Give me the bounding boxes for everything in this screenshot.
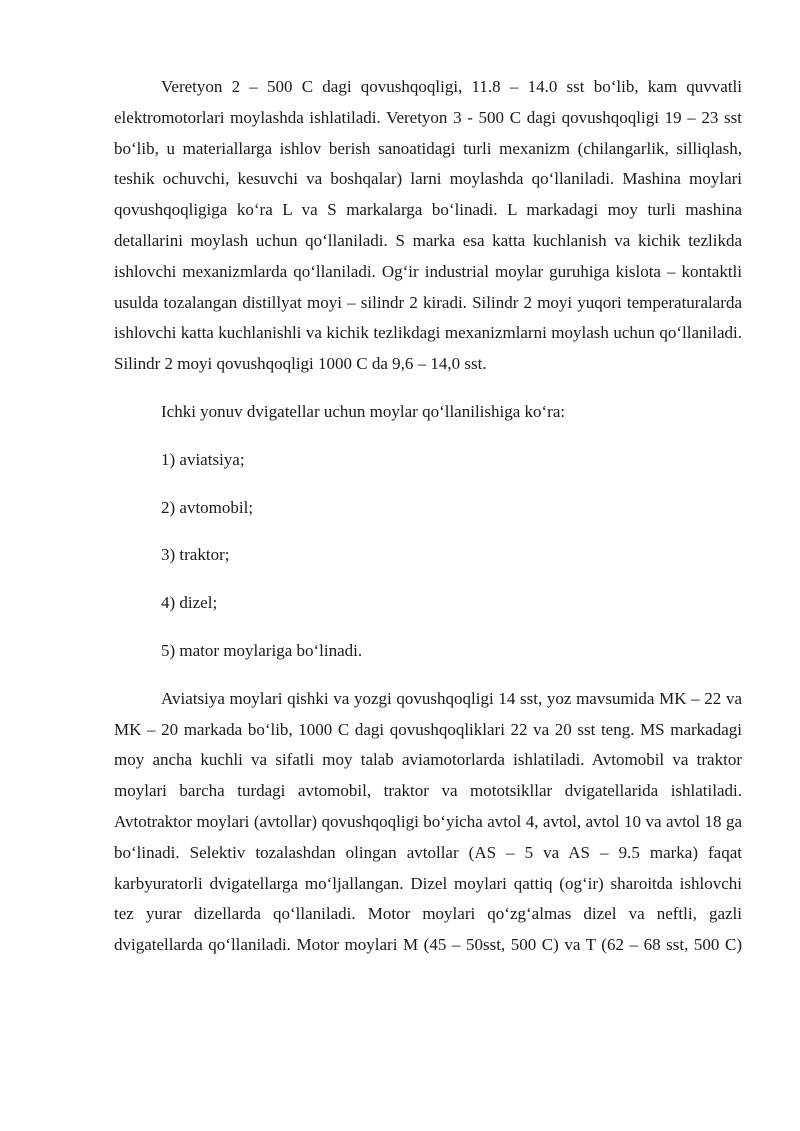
paragraph-veretyon: Veretyon 2 – 500 C dagi qovushqoqligi, 11.8 – 14.0 sst bo‘lib, kam quvvatli elektromotorlari moylashda ishlatiladi. Veretyon 3 - 500 C dagi qovushqoqligi 19 – 23 sst bo‘lib, u materiallarga ishlov berish sanoatidagi turli mexanizm (chilangarlik, silliqlash, teshik ochuvchi, kesuvchi va boshqalar) larni moylashda qo‘llaniladi. Mashina moylari qovushqoqligiga ko‘ra L va S markalarga bo‘linadi. L markadagi moy turli mashina detallarini moylash uchun qo‘llaniladi. S marka esa katta kuchlanish va kichik tezlikda ishlovchi mexanizmlarda qo‘llaniladi. Og‘ir industrial moylar guruhiga kislota – kontaktli usulda tozalangan distillyat moyi – silindr 2 kiradi. Silindr 2 moyi yuqori temperaturalarda ishlovchi katta kuchlanishli va kichik tezlikdagi mexanizmlarni moylash uchun qo‘llaniladi. Silindr 2 moyi qovushqoqligi 1000 C da 9,6 – 14,0 sst. (114, 77, 742, 374)
paragraph-aviatsiya: Aviatsiya moylari qishki va yozgi qovushqoqligi 14 sst, yoz mavsumida MK – 22 va MK – 20 markada bo‘lib, 1000 C dagi qovushqoqliklari 22 va 20 sst teng. MS markadagi moy ancha kuchli va sifatli moy talab aviamotorlarda ishlatiladi. Avtomobil va traktor moylari barcha turdagi avtomobil, traktor va mototsikllar dvigatellarida ishlatiladi. Avtotraktor moylari (avtollar) qovushqoqligi bo‘yicha avtol 4, avtol, avtol 10 va avtol 18 ga bo‘linadi. Selektiv tozalashdan olingan avtollar (AS – 5 va AS – 9.5 marka) faqat karbyuratorli dvigatellarga mo‘ljallangan. Dizel moylari qattiq (og‘ir) sharoitda ishlovchi tez yurar dizellarda qo‘llaniladi. Motor moylari qo‘zg‘almas dizel va neftli, gazli dvigatellarda qo‘llaniladi. Motor moylari M (45 – 50sst, 500 C) va T (62 – 68 sst, 500 C) (114, 688, 742, 955)
paragraph-gap (114, 619, 742, 636)
paragraph-gap (114, 428, 742, 445)
list-item: 3) traktor; (161, 545, 230, 565)
paragraph-gap (114, 523, 742, 540)
paragraph-gap (114, 380, 742, 397)
list-item: 1) aviatsiya; (161, 449, 245, 469)
paragraph-gap (114, 476, 742, 493)
list-item: 4) dizel; (161, 593, 218, 613)
paragraph-gap (114, 667, 742, 684)
list-item: 5) mator moylariga bo‘linadi. (161, 640, 363, 660)
paragraph-gap (114, 571, 742, 588)
paragraph-intro: Ichki yonuv dvigatellar uchun moylar qo‘llanilishiga ko‘ra: (161, 401, 566, 421)
list-item: 2) avtomobil; (161, 497, 254, 517)
